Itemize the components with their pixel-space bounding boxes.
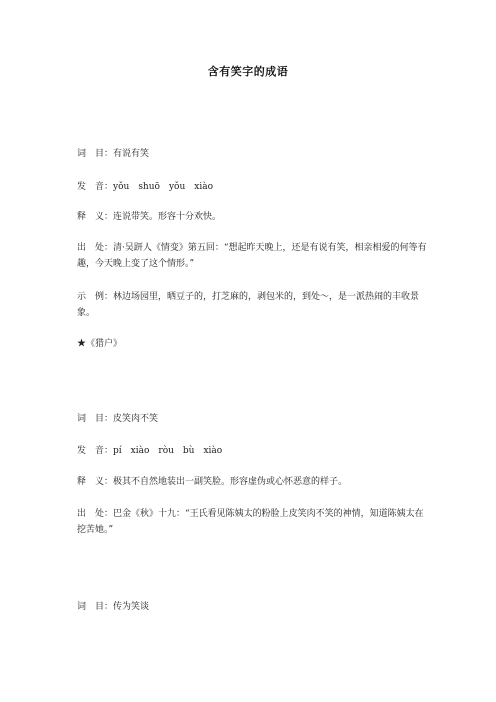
- entry-1-fa-row: [77, 179, 427, 195]
- entry-2-ci-label: 词 目：: [77, 414, 114, 424]
- entry-2-shi-value: 极其不自然地装出一副笑脸。形容虚伪或心怀恶意的样子。: [113, 477, 348, 487]
- entry-3-ci-row: [77, 599, 427, 615]
- entry-3-ci-label: 词 目：: [77, 602, 114, 612]
- entry-1-shi-label: 释 义：: [77, 212, 114, 222]
- entry-1-fa-label: 发 音：: [77, 182, 114, 192]
- entry-1-ci-value: 有说有笑: [113, 149, 150, 159]
- entry-2-fa-label: 发 音：: [77, 446, 114, 456]
- document-title: 含有笑字的成语: [207, 65, 289, 78]
- entry-1-ci-row: [77, 146, 427, 162]
- entry-1-shili-row: [77, 289, 427, 321]
- entry-1-chu-label: 出 处：: [77, 243, 114, 253]
- entry-1-shili-label: 示 例：: [77, 292, 114, 302]
- entry-1-fa-value: yǒu shuō yǒu xiào: [113, 182, 213, 192]
- entry-1-ci-label: 词 目：: [77, 149, 114, 159]
- entry-1-shi-row: [77, 209, 427, 225]
- entry-2-fa-value: pí xiào ròu bù xiào: [113, 446, 223, 456]
- entry-3-ci-value: 传为笑谈: [113, 602, 150, 612]
- entry-2-ci-value: 皮笑肉不笑: [113, 414, 159, 424]
- entry-2-chu-label: 出 处：: [77, 509, 114, 519]
- entry-2-chu-row: [77, 506, 427, 538]
- entry-1-shili-value: 林边场园里，晒豆子的，打芝麻的，剥包米的，到处～，是一派热闹的丰收景象。: [77, 292, 420, 318]
- entry-1-source-note: ★《猎户》: [77, 339, 123, 349]
- entry-2-shi-row: [77, 474, 427, 490]
- entry-2-shi-label: 释 义：: [77, 477, 114, 487]
- entry-2-ci-row: [77, 411, 427, 427]
- entry-1-chu-value: 清·吴趼人《情变》第五回：“想起昨天晚上，还是有说有笑，相亲相爱的何等有趣，今天晚上变了这个情形。”: [77, 243, 427, 269]
- entry-1-shi-value: 连说带笑。形容十分欢快。: [113, 212, 222, 222]
- entry-2-fa-row: [77, 443, 427, 459]
- entry-1-chu-row: [77, 240, 427, 272]
- entry-2-chu-value: 巴金《秋》十九：“王氏看见陈姨太的粉脸上皮笑肉不笑的神情，知道陈姨太在挖苦她。”: [77, 509, 424, 535]
